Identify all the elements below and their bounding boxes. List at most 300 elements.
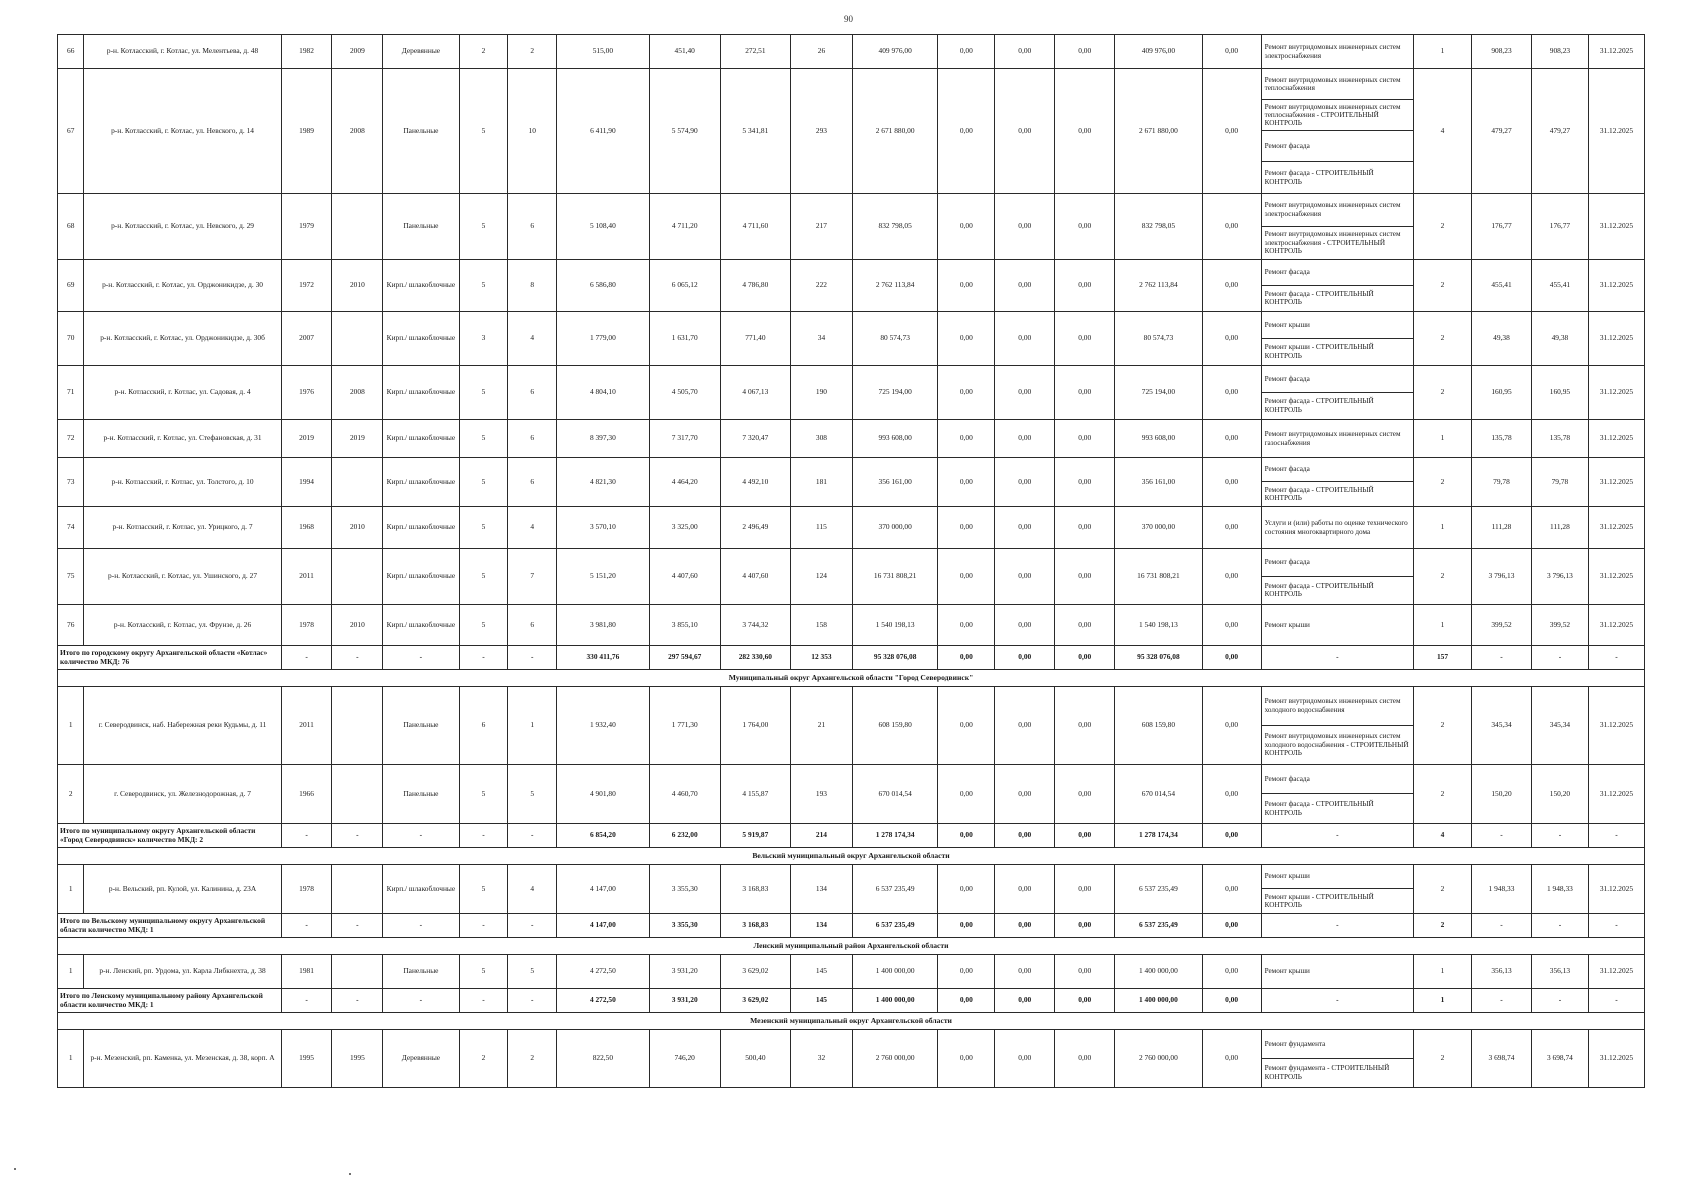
cell-f3: 0,00 xyxy=(1055,260,1115,312)
cell-cost: 370 000,00 xyxy=(852,507,937,549)
cell-y2 xyxy=(332,865,383,914)
work-item: Ремонт фасада xyxy=(1262,366,1413,393)
cell-ent: 6 xyxy=(508,194,557,260)
cell-fl: 5 xyxy=(459,366,508,420)
cell-f1: 0,00 xyxy=(938,366,995,420)
cell-u2: 345,34 xyxy=(1531,687,1588,765)
work-item: Ремонт фасада - СТРОИТЕЛЬНЫЙ КОНТРОЛЬ xyxy=(1264,485,1374,502)
cell-f2: 0,00 xyxy=(995,458,1055,507)
cell-ent: 10 xyxy=(508,69,557,194)
total-a2: 3 931,20 xyxy=(649,989,720,1013)
house-row xyxy=(58,260,1645,312)
cell-y1: 1979 xyxy=(281,194,332,260)
cell-ent: 6 xyxy=(508,420,557,458)
cell-n: 76 xyxy=(58,605,84,646)
total-f1: 0,00 xyxy=(938,914,995,938)
cell-date: 31.12.2025 xyxy=(1588,420,1644,458)
cell-cnt: 1 xyxy=(1414,507,1472,549)
cell-y2 xyxy=(332,458,383,507)
cell-n: 68 xyxy=(58,194,84,260)
cell-y1: 2007 xyxy=(281,312,332,366)
cell-a3: 3 744,32 xyxy=(720,605,790,646)
cell-f3: 0,00 xyxy=(1055,507,1115,549)
cell-addr: р-н. Котласский, г. Котлас, ул. Урицкого, д. 7 xyxy=(84,507,281,549)
total-f3: 0,00 xyxy=(1055,989,1115,1013)
cell-a1: 3 981,80 xyxy=(557,605,650,646)
dash-cell: - xyxy=(1588,989,1644,1013)
house-row xyxy=(58,765,1645,824)
cell-res: 21 xyxy=(790,687,852,765)
cell-mat: Кирп./ шлакоблочные xyxy=(383,605,459,646)
dash-cell: - xyxy=(1261,914,1413,938)
total-cost: 95 328 076,08 xyxy=(852,646,937,670)
cell-cost: 2 762 113,84 xyxy=(852,260,937,312)
cell-u1: 135,78 xyxy=(1472,420,1532,458)
capital-repair-register-table xyxy=(57,34,1645,1088)
section-header-row xyxy=(58,848,1645,865)
cell-a3: 272,51 xyxy=(720,35,790,69)
cell-a1: 4 147,00 xyxy=(557,865,650,914)
cell-f3: 0,00 xyxy=(1055,1030,1115,1088)
cell-mat: Кирп./ шлакоблочные xyxy=(383,312,459,366)
cell-mat: Кирп./ шлакоблочные xyxy=(383,507,459,549)
total-cost: 1 400 000,00 xyxy=(852,989,937,1013)
cell-y2: 2008 xyxy=(332,366,383,420)
work-item: Ремонт внутридомовых инженерных систем холодного водоснабжения xyxy=(1262,687,1413,726)
dash-cell: - xyxy=(1472,646,1532,670)
cell-date: 31.12.2025 xyxy=(1588,605,1644,646)
total-label: Итого по Ленскому муниципальному району Архангельской области количество МКД: 1 xyxy=(58,989,282,1013)
house-row xyxy=(58,605,1645,646)
cell-addr: р-н. Котласский, г. Котлас, ул. Фрунзе, д. 26 xyxy=(84,605,281,646)
cell-f1: 0,00 xyxy=(938,194,995,260)
cell-u1: 3 796,13 xyxy=(1472,549,1532,605)
cell-fl: 6 xyxy=(459,687,508,765)
cell-fl: 5 xyxy=(459,458,508,507)
cell-ent: 5 xyxy=(508,765,557,824)
cell-res: 26 xyxy=(790,35,852,69)
house-row xyxy=(58,549,1645,605)
cell-f1: 0,00 xyxy=(938,35,995,69)
dash-cell: - xyxy=(332,646,383,670)
cell-mat: Кирп./ шлакоблочные xyxy=(383,420,459,458)
total-label: Итого по городскому округу Архангельской области «Котлас» количество МКД: 76 xyxy=(58,646,282,670)
cell-mat: Панельные xyxy=(383,765,459,824)
cell-u1: 479,27 xyxy=(1472,69,1532,194)
cell-y2: 2009 xyxy=(332,35,383,69)
dash-cell: - xyxy=(281,646,332,670)
cell-addr: р-н. Ленский, рп. Урдома, ул. Карла Либкнехта, д. 38 xyxy=(84,955,281,989)
cell-y1: 2019 xyxy=(281,420,332,458)
cell-fl: 2 xyxy=(459,35,508,69)
cell-fl: 5 xyxy=(459,194,508,260)
cell-n: 73 xyxy=(58,458,84,507)
cell-f1: 0,00 xyxy=(938,687,995,765)
dash-cell: - xyxy=(508,989,557,1013)
total-a3: 282 330,60 xyxy=(720,646,790,670)
dash-cell: - xyxy=(459,914,508,938)
cell-y1: 1972 xyxy=(281,260,332,312)
works-cell xyxy=(1261,1030,1413,1088)
cell-f4: 16 731 808,21 xyxy=(1115,549,1202,605)
total-res: 134 xyxy=(790,914,852,938)
cell-f4: 409 976,00 xyxy=(1115,35,1202,69)
cell-y1: 1981 xyxy=(281,955,332,989)
cell-a2: 3 325,00 xyxy=(649,507,720,549)
section-title: Вельский муниципальный округ Архангельской области xyxy=(58,848,1645,865)
work-item: Ремонт фундамента xyxy=(1262,1030,1413,1059)
cell-addr: р-н. Котласский, г. Котлас, ул. Орджоникидзе, д. 30 xyxy=(84,260,281,312)
cell-a2: 4 464,20 xyxy=(649,458,720,507)
dash-cell: - xyxy=(1261,646,1413,670)
cell-res: 293 xyxy=(790,69,852,194)
work-item: Ремонт внутридомовых инженерных систем теплоснабжения - СТРОИТЕЛЬНЫЙ КОНТРОЛЬ xyxy=(1262,100,1413,131)
dash-cell: - xyxy=(1531,824,1588,848)
cell-a3: 500,40 xyxy=(720,1030,790,1088)
work-item: Услуги и (или) работы по оценке технического состояния многоквартирного дома xyxy=(1264,519,1408,536)
cell-y1: 1994 xyxy=(281,458,332,507)
cell-a3: 4 786,80 xyxy=(720,260,790,312)
work-item: Ремонт внутридомовых инженерных систем газоснабжения xyxy=(1264,430,1401,447)
cell-cost: 80 574,73 xyxy=(852,312,937,366)
cell-mat: Панельные xyxy=(383,69,459,194)
cell-u1: 111,28 xyxy=(1472,507,1532,549)
cell-f5: 0,00 xyxy=(1202,765,1261,824)
cell-cnt: 1 xyxy=(1414,35,1472,69)
section-title: Ленский муниципальный район Архангельской области xyxy=(58,938,1645,955)
total-f3: 0,00 xyxy=(1055,824,1115,848)
cell-f3: 0,00 xyxy=(1055,69,1115,194)
cell-f2: 0,00 xyxy=(995,1030,1055,1088)
cell-a2: 3 931,20 xyxy=(649,955,720,989)
cell-y1: 1989 xyxy=(281,69,332,194)
cell-f5: 0,00 xyxy=(1202,420,1261,458)
cell-a1: 4 272,50 xyxy=(557,955,650,989)
cell-mat: Панельные xyxy=(383,687,459,765)
cell-f4: 370 000,00 xyxy=(1115,507,1202,549)
works-cell xyxy=(1261,420,1413,458)
cell-date: 31.12.2025 xyxy=(1588,35,1644,69)
cell-f3: 0,00 xyxy=(1055,194,1115,260)
cell-fl: 3 xyxy=(459,312,508,366)
cell-fl: 5 xyxy=(459,955,508,989)
total-cnt: 2 xyxy=(1414,914,1472,938)
dash-cell: - xyxy=(332,824,383,848)
work-item: Ремонт фасада xyxy=(1262,458,1413,482)
cell-f1: 0,00 xyxy=(938,765,995,824)
cell-addr: г. Северодвинск, наб. Набережная реки Кудьмы, д. 11 xyxy=(84,687,281,765)
work-item: Ремонт крыши - СТРОИТЕЛЬНЫЙ КОНТРОЛЬ xyxy=(1264,343,1374,360)
cell-y1: 1978 xyxy=(281,605,332,646)
cell-u2: 1 948,33 xyxy=(1531,865,1588,914)
cell-a2: 451,40 xyxy=(649,35,720,69)
house-row xyxy=(58,1030,1645,1088)
work-item: Ремонт фасада - СТРОИТЕЛЬНЫЙ КОНТРОЛЬ xyxy=(1264,169,1374,186)
cell-u2: 908,23 xyxy=(1531,35,1588,69)
cell-n: 69 xyxy=(58,260,84,312)
house-row xyxy=(58,312,1645,366)
cell-fl: 5 xyxy=(459,420,508,458)
total-f4: 95 328 076,08 xyxy=(1115,646,1202,670)
work-item: Ремонт крыши xyxy=(1264,620,1310,629)
cell-cnt: 2 xyxy=(1414,458,1472,507)
cell-fl: 5 xyxy=(459,765,508,824)
total-f5: 0,00 xyxy=(1202,646,1261,670)
dash-cell: - xyxy=(1588,824,1644,848)
cell-y2 xyxy=(332,955,383,989)
cell-date: 31.12.2025 xyxy=(1588,69,1644,194)
cell-f2: 0,00 xyxy=(995,69,1055,194)
work-item: Ремонт фасада xyxy=(1262,131,1413,162)
cell-mat: Кирп./ шлакоблочные xyxy=(383,865,459,914)
cell-f2: 0,00 xyxy=(995,687,1055,765)
cell-f3: 0,00 xyxy=(1055,366,1115,420)
cell-f5: 0,00 xyxy=(1202,366,1261,420)
dash-cell: - xyxy=(1472,824,1532,848)
cell-fl: 5 xyxy=(459,260,508,312)
cell-ent: 5 xyxy=(508,955,557,989)
total-a2: 3 355,30 xyxy=(649,914,720,938)
total-a3: 3 168,83 xyxy=(720,914,790,938)
cell-res: 115 xyxy=(790,507,852,549)
work-item: Ремонт фасада xyxy=(1262,260,1413,286)
cell-y1: 2011 xyxy=(281,687,332,765)
total-f2: 0,00 xyxy=(995,914,1055,938)
cell-f2: 0,00 xyxy=(995,312,1055,366)
cell-date: 31.12.2025 xyxy=(1588,260,1644,312)
cell-res: 190 xyxy=(790,366,852,420)
cell-date: 31.12.2025 xyxy=(1588,955,1644,989)
work-item: Ремонт внутридомовых инженерных систем электроснабжения - СТРОИТЕЛЬНЫЙ КОНТРОЛЬ xyxy=(1264,230,1401,255)
house-row xyxy=(58,420,1645,458)
cell-res: 145 xyxy=(790,955,852,989)
cell-u1: 49,38 xyxy=(1472,312,1532,366)
total-f1: 0,00 xyxy=(938,989,995,1013)
cell-fl: 5 xyxy=(459,549,508,605)
work-item: Ремонт фасада xyxy=(1262,765,1413,794)
dash-cell: - xyxy=(459,824,508,848)
cell-mat: Деревянные xyxy=(383,1030,459,1088)
cell-y1: 1976 xyxy=(281,366,332,420)
cell-n: 66 xyxy=(58,35,84,69)
cell-f1: 0,00 xyxy=(938,605,995,646)
dash-cell: - xyxy=(281,989,332,1013)
cell-date: 31.12.2025 xyxy=(1588,194,1644,260)
house-row xyxy=(58,458,1645,507)
cell-addr: р-н. Котласский, г. Котлас, ул. Мелентьева, д. 48 xyxy=(84,35,281,69)
dash-cell: - xyxy=(332,989,383,1013)
cell-a2: 746,20 xyxy=(649,1030,720,1088)
cell-f3: 0,00 xyxy=(1055,549,1115,605)
cell-addr: р-н. Котласский, г. Котлас, ул. Невского, д. 29 xyxy=(84,194,281,260)
cell-f5: 0,00 xyxy=(1202,955,1261,989)
cell-a1: 8 397,30 xyxy=(557,420,650,458)
cell-a2: 4 407,60 xyxy=(649,549,720,605)
cell-y1: 1968 xyxy=(281,507,332,549)
cell-f4: 670 014,54 xyxy=(1115,765,1202,824)
cell-a1: 4 804,10 xyxy=(557,366,650,420)
cell-u2: 176,77 xyxy=(1531,194,1588,260)
section-title: Муниципальный округ Архангельской области "Город Северодвинск" xyxy=(58,670,1645,687)
cell-ent: 6 xyxy=(508,366,557,420)
cell-f5: 0,00 xyxy=(1202,312,1261,366)
cell-u2: 3 698,74 xyxy=(1531,1030,1588,1088)
house-row xyxy=(58,366,1645,420)
cell-addr: р-н. Котласский, г. Котлас, ул. Ушинского, д. 27 xyxy=(84,549,281,605)
cell-a2: 1 631,70 xyxy=(649,312,720,366)
cell-cnt: 1 xyxy=(1414,420,1472,458)
cell-addr: р-н. Мезенский, рп. Каменка, ул. Мезенская, д. 38, корп. А xyxy=(84,1030,281,1088)
dash-cell: - xyxy=(1472,989,1532,1013)
cell-a1: 6 411,90 xyxy=(557,69,650,194)
cell-f4: 6 537 235,49 xyxy=(1115,865,1202,914)
work-item: Ремонт крыши xyxy=(1262,312,1413,339)
cell-y1: 1995 xyxy=(281,1030,332,1088)
cell-cost: 409 976,00 xyxy=(852,35,937,69)
cell-f4: 832 798,05 xyxy=(1115,194,1202,260)
cell-u2: 479,27 xyxy=(1531,69,1588,194)
cell-a3: 1 764,00 xyxy=(720,687,790,765)
cell-f2: 0,00 xyxy=(995,260,1055,312)
cell-f1: 0,00 xyxy=(938,420,995,458)
cell-f5: 0,00 xyxy=(1202,69,1261,194)
cell-f1: 0,00 xyxy=(938,955,995,989)
cell-y2: 2019 xyxy=(332,420,383,458)
house-row xyxy=(58,35,1645,69)
dash-cell: - xyxy=(1261,989,1413,1013)
cell-a3: 4 155,87 xyxy=(720,765,790,824)
works-cell xyxy=(1261,458,1413,507)
cell-cost: 356 161,00 xyxy=(852,458,937,507)
cell-f2: 0,00 xyxy=(995,366,1055,420)
cell-a1: 822,50 xyxy=(557,1030,650,1088)
total-a3: 5 919,87 xyxy=(720,824,790,848)
cell-ent: 2 xyxy=(508,35,557,69)
scan-speck xyxy=(349,1173,351,1175)
cell-f3: 0,00 xyxy=(1055,458,1115,507)
works-cell xyxy=(1261,260,1413,312)
cell-u2: 455,41 xyxy=(1531,260,1588,312)
cell-a3: 4 407,60 xyxy=(720,549,790,605)
cell-res: 181 xyxy=(790,458,852,507)
cell-n: 1 xyxy=(58,865,84,914)
cell-res: 124 xyxy=(790,549,852,605)
cell-f1: 0,00 xyxy=(938,312,995,366)
cell-res: 222 xyxy=(790,260,852,312)
cell-f5: 0,00 xyxy=(1202,260,1261,312)
cell-a3: 4 711,60 xyxy=(720,194,790,260)
cell-n: 1 xyxy=(58,687,84,765)
cell-f4: 2 760 000,00 xyxy=(1115,1030,1202,1088)
cell-u1: 908,23 xyxy=(1472,35,1532,69)
cell-n: 67 xyxy=(58,69,84,194)
dash-cell: - xyxy=(459,989,508,1013)
cell-f2: 0,00 xyxy=(995,549,1055,605)
dash-cell: - xyxy=(281,824,332,848)
total-cnt: 157 xyxy=(1414,646,1472,670)
cell-a3: 4 492,10 xyxy=(720,458,790,507)
cell-a1: 5 151,20 xyxy=(557,549,650,605)
dash-cell: - xyxy=(1531,646,1588,670)
total-row xyxy=(58,914,1645,938)
cell-y2: 2010 xyxy=(332,260,383,312)
cell-y2 xyxy=(332,549,383,605)
works-cell xyxy=(1261,865,1413,914)
cell-cost: 2 671 880,00 xyxy=(852,69,937,194)
total-res: 12 353 xyxy=(790,646,852,670)
house-row xyxy=(58,194,1645,260)
cell-date: 31.12.2025 xyxy=(1588,312,1644,366)
cell-cost: 832 798,05 xyxy=(852,194,937,260)
cell-y2: 1995 xyxy=(332,1030,383,1088)
total-f3: 0,00 xyxy=(1055,646,1115,670)
cell-cost: 608 159,80 xyxy=(852,687,937,765)
cell-y1: 1966 xyxy=(281,765,332,824)
cell-y2: 2010 xyxy=(332,507,383,549)
cell-u2: 150,20 xyxy=(1531,765,1588,824)
cell-n: 1 xyxy=(58,1030,84,1088)
cell-n: 71 xyxy=(58,366,84,420)
cell-a2: 6 065,12 xyxy=(649,260,720,312)
cell-res: 217 xyxy=(790,194,852,260)
section-header-row xyxy=(58,938,1645,955)
cell-cost: 993 608,00 xyxy=(852,420,937,458)
cell-a2: 7 317,70 xyxy=(649,420,720,458)
cell-f4: 1 540 198,13 xyxy=(1115,605,1202,646)
cell-y2 xyxy=(332,687,383,765)
cell-mat: Кирп./ шлакоблочные xyxy=(383,458,459,507)
cell-date: 31.12.2025 xyxy=(1588,458,1644,507)
cell-f3: 0,00 xyxy=(1055,687,1115,765)
dash-cell: - xyxy=(383,989,459,1013)
cell-a2: 4 505,70 xyxy=(649,366,720,420)
cell-cnt: 2 xyxy=(1414,549,1472,605)
cell-ent: 4 xyxy=(508,312,557,366)
house-row xyxy=(58,955,1645,989)
cell-a1: 1 932,40 xyxy=(557,687,650,765)
work-item: Ремонт фасада xyxy=(1262,549,1413,577)
total-f5: 0,00 xyxy=(1202,824,1261,848)
total-a2: 297 594,67 xyxy=(649,646,720,670)
cell-f5: 0,00 xyxy=(1202,35,1261,69)
work-item: Ремонт фасада - СТРОИТЕЛЬНЫЙ КОНТРОЛЬ xyxy=(1264,289,1374,307)
cell-a3: 3 168,83 xyxy=(720,865,790,914)
total-row xyxy=(58,646,1645,670)
works-cell xyxy=(1261,507,1413,549)
cell-addr: р-н. Котласский, г. Котлас, ул. Орджоникидзе, д. 30б xyxy=(84,312,281,366)
cell-cnt: 1 xyxy=(1414,605,1472,646)
total-f1: 0,00 xyxy=(938,646,995,670)
cell-f5: 0,00 xyxy=(1202,507,1261,549)
cell-f2: 0,00 xyxy=(995,507,1055,549)
cell-u2: 135,78 xyxy=(1531,420,1588,458)
works-cell xyxy=(1261,605,1413,646)
dash-cell: - xyxy=(332,914,383,938)
work-item: Ремонт крыши - СТРОИТЕЛЬНЫЙ КОНТРОЛЬ xyxy=(1264,892,1374,909)
cell-u1: 79,78 xyxy=(1472,458,1532,507)
cell-a2: 3 355,30 xyxy=(649,865,720,914)
total-f2: 0,00 xyxy=(995,824,1055,848)
total-cnt: 1 xyxy=(1414,989,1472,1013)
total-res: 214 xyxy=(790,824,852,848)
house-row xyxy=(58,687,1645,765)
dash-cell: - xyxy=(383,824,459,848)
total-cost: 6 537 235,49 xyxy=(852,914,937,938)
cell-a2: 1 771,30 xyxy=(649,687,720,765)
cell-f3: 0,00 xyxy=(1055,605,1115,646)
total-f4: 1 400 000,00 xyxy=(1115,989,1202,1013)
work-item: Ремонт фасада - СТРОИТЕЛЬНЫЙ КОНТРОЛЬ xyxy=(1264,397,1374,414)
